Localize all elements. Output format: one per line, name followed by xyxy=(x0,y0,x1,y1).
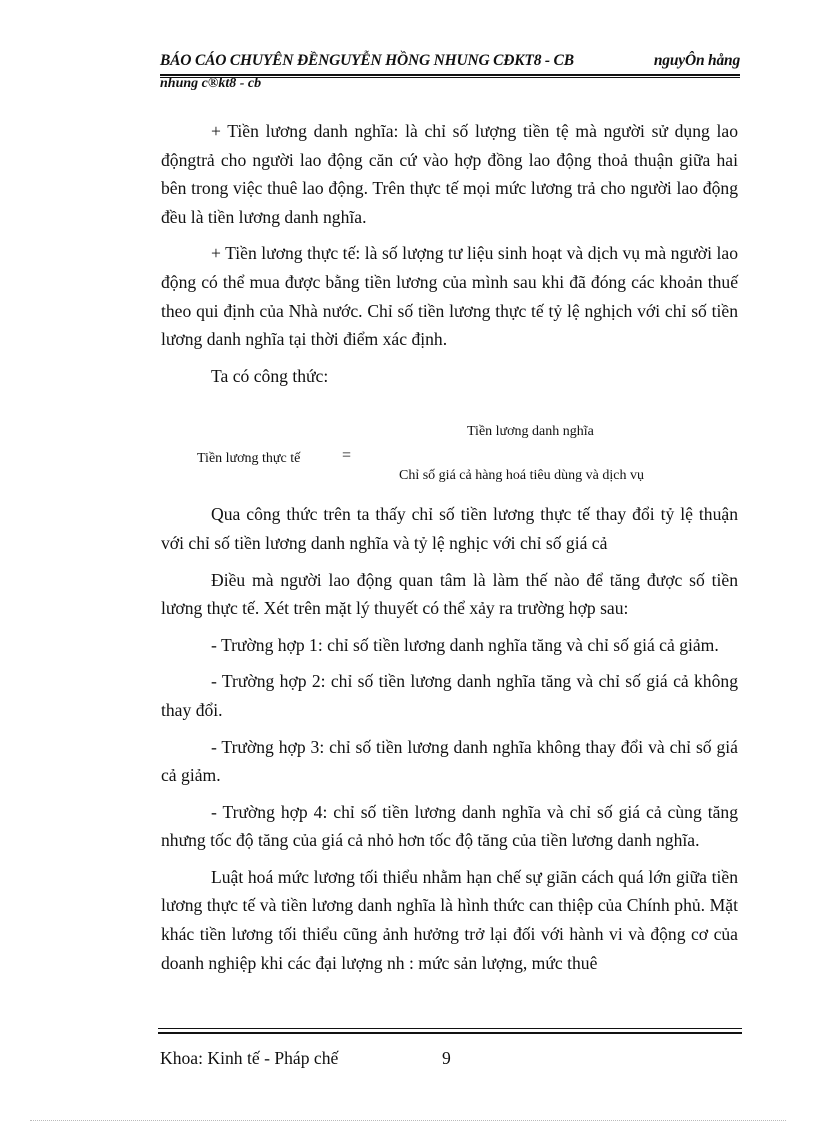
page-header xyxy=(160,52,740,70)
formula-numerator: Tiền lương danh nghĩa xyxy=(467,424,594,440)
header-subtitle: nhung c®kt8 - cb xyxy=(160,76,262,91)
footer-divider xyxy=(158,1032,742,1034)
paragraph-nominal-wage: + Tiền lương danh nghĩa: là chỉ số lượng tiền tệ mà người sử dụng lao độngtrả cho người lao động căn cứ vào hợp đồng lao động thoả thuận giữa hai bên trong việc thuê lao động. Trên thực tế mọi mức lương trả cho người lao động đều là tiền lương danh nghĩa. xyxy=(161,121,738,227)
formula-denominator: Chỉ số giá cả hàng hoá tiêu dùng và dịch vụ xyxy=(399,468,644,484)
page-number: 9 xyxy=(442,1048,451,1068)
paragraph-case-4: - Trường hợp 4: chỉ số tiền lương danh nghĩa và chỉ số giá cả cùng tăng nhưng tốc độ tăng của giá cả nhỏ hơn tốc độ tăng của tiền lương danh nghĩa. xyxy=(161,801,738,851)
footer-department: Khoa: Kinh tế - Pháp chế xyxy=(160,1048,339,1068)
formula-left: Tiền lương thực tế xyxy=(197,451,301,467)
paragraph-concern: Điều mà người lao động quan tâm là làm thế nào để tăng được số tiền lương thực tế. Xét trên mặt lý thuyết có thể xảy ra trường hợp sau: xyxy=(161,569,738,619)
document-body xyxy=(161,117,738,985)
header-title: BÁO CÁO CHUYÊN ĐỀNGUYỄN HỒNG NHUNG CĐKT8 - CB xyxy=(160,52,574,69)
page-edge xyxy=(30,1120,786,1121)
footer-divider-thin xyxy=(158,1028,742,1029)
formula-equals: = xyxy=(342,447,352,465)
header-author: nguyÔn hång xyxy=(653,52,740,69)
paragraph-real-wage: + Tiền lương thực tế: là số lượng tư liệu sinh hoạt và dịch vụ mà người lao động có thể mua được bằng tiền lương của mình sau khi đã đóng các khoản thuế theo qui định của Nhà nước. Chỉ số tiền lương thực tế tỷ lệ nghịch với chỉ số tiền lương danh nghĩa tại thời điểm xác định. xyxy=(161,243,738,350)
paragraph-minimum-wage: Luật hoá mức lương tối thiểu nhằm hạn chế sự giãn cách quá lớn giữa tiền lương thực tế và tiền lương danh nghĩa là hình thức can thiệp của Chính phủ. Mặt khác tiền lương tối thiểu cũng ảnh hưởng trở lại đối với hành vi và động cơ của doanh nghiệp khi các đại lượng nh : mức sản lượng, mức thuê xyxy=(161,866,738,973)
paragraph-case-3: - Trường hợp 3: chỉ số tiền lương danh nghĩa không thay đổi và chỉ số giá cả giảm. xyxy=(161,736,738,786)
formula-block xyxy=(161,404,738,492)
paragraph-case-1: - Trường hợp 1: chỉ số tiền lương danh nghĩa tăng và chỉ số giá cả giảm. xyxy=(211,634,719,655)
paragraph-case-2: - Trường hợp 2: chỉ số tiền lương danh nghĩa tăng và chỉ số giá cả không thay đổi. xyxy=(161,671,738,720)
paragraph-formula-explanation: Qua công thức trên ta thấy chỉ số tiền lương thực tế thay đổi tỷ lệ thuận với chỉ số tiền lương danh nghĩa và tỷ lệ nghịc với chỉ số giá cả xyxy=(161,504,738,553)
paragraph-formula-intro: Ta có công thức: xyxy=(211,365,329,386)
